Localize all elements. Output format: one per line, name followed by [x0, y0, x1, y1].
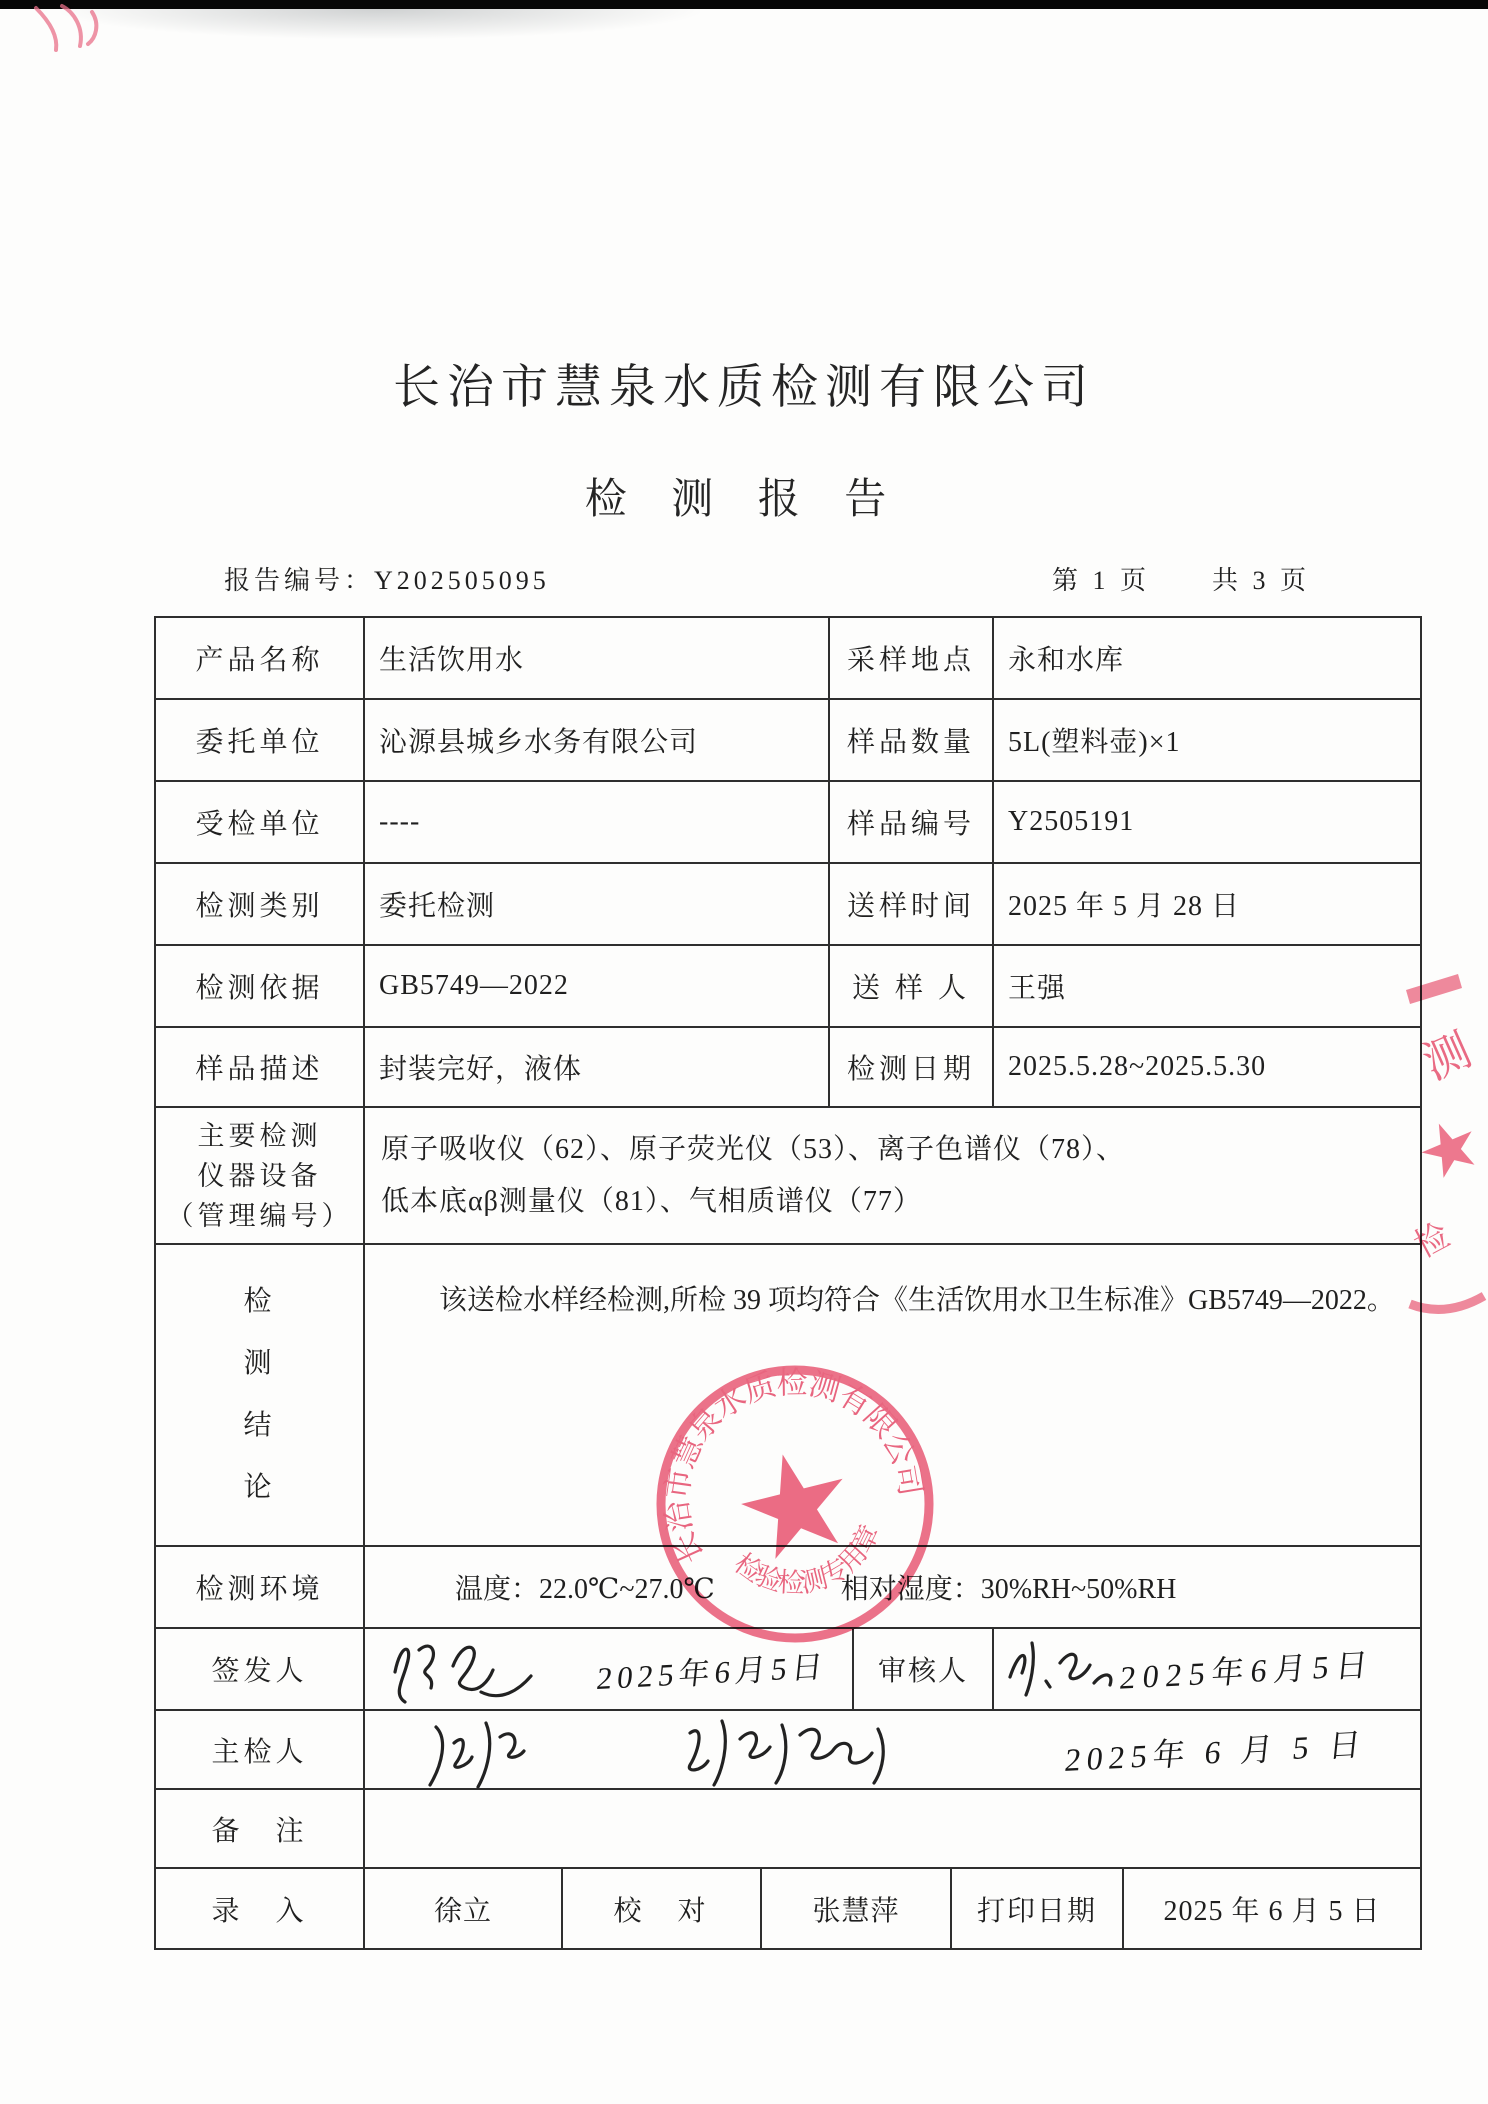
product-name-label: 产品名称 [156, 618, 365, 698]
conclusion-text: 该送检水样经检测,所检 39 项均符合《生活饮用水卫生标准》GB5749—2022。 [439, 1285, 1395, 1316]
star-icon [1419, 1121, 1475, 1180]
instruments-value: 原子吸收仪（62）、原子荧光仪（53）、离子色谱仪（78）、 低本底αβ测量仪（81）、气相质谱仪（77） [381, 1133, 1126, 1217]
table-row [156, 700, 1420, 782]
chief-signature-1 [420, 1709, 560, 1791]
test-basis-label: 检测依据 [156, 946, 365, 1026]
red-pen-marks [22, 2, 132, 62]
test-date-label: 检测日期 [830, 1028, 994, 1106]
report-number [224, 560, 550, 597]
stamp-fragment-char-bottom: 检 [1408, 1216, 1456, 1266]
print-date-label: 打印日期 [952, 1869, 1124, 1948]
sender-label: 送 样 人 [830, 946, 994, 1026]
humidity-range: 相对湿度：30%RH~50%RH [840, 1574, 1177, 1605]
table-row [156, 864, 1420, 946]
page-current: 第 1 页 [1051, 566, 1150, 595]
sender-value: 王强 [1008, 973, 1067, 1004]
seal-bottom-text: 检验检测专用章 [728, 1520, 886, 1599]
sample-no-label: 样品编号 [830, 782, 994, 862]
sample-no-value: Y2505191 [1008, 806, 1135, 837]
chief-sign-cell [365, 1711, 1420, 1788]
partial-stamp [1398, 958, 1488, 1323]
company-title: 长治市慧泉水质检测有限公司 [393, 362, 1095, 414]
chief-label: 主检人 [156, 1711, 365, 1788]
proof-value: 张慧萍 [762, 1869, 952, 1948]
entry-value: 徐立 [365, 1869, 563, 1948]
report-number-label: 报告编号： [224, 566, 375, 595]
chief-date: 2025年 6 月 5 日 [1063, 1725, 1369, 1778]
test-basis-value: GB5749—2022 [365, 946, 830, 1026]
client-label: 委托单位 [156, 700, 365, 780]
test-type-value: 委托检测 [365, 864, 830, 944]
issuer-signature [381, 1632, 549, 1706]
sample-qty-label: 样品数量 [830, 700, 994, 780]
star-icon [732, 1442, 858, 1564]
delivery-time-value: 2025 年 5 月 28 日 [1008, 891, 1241, 922]
table-row [156, 946, 1420, 1028]
remark-label: 备 注 [156, 1790, 365, 1867]
test-date-value: 2025.5.28~2025.5.30 [1008, 1051, 1267, 1082]
inspected-unit-value: ---- [365, 782, 830, 862]
reviewer-signature [1002, 1633, 1120, 1705]
proof-label: 校 对 [563, 1869, 762, 1948]
remark-value [365, 1790, 1420, 1867]
table-row-chief [156, 1711, 1420, 1790]
table-row [156, 782, 1420, 864]
report-number-value: Y202505095 [374, 566, 550, 595]
issuer-date: 2025年6月5日 [594, 1648, 830, 1696]
sample-desc-label: 样品描述 [156, 1028, 365, 1106]
seal-company-text: 长治市慧泉水质检测有限公司 [658, 1365, 929, 1570]
table-row [156, 618, 1420, 700]
conclusion-label: 检 测 结 论 [156, 1245, 365, 1545]
table-row-instruments [156, 1108, 1420, 1245]
table-row-remark [156, 1790, 1420, 1869]
inspected-unit-label: 受检单位 [156, 782, 365, 862]
sampling-site-label: 采样地点 [830, 618, 994, 698]
report-meta-line [224, 560, 1310, 597]
sampling-site-value: 永和水库 [1008, 645, 1125, 676]
instruments-label: 主要检测 仪器设备 （管理编号） [156, 1108, 365, 1243]
table-row-footer [156, 1869, 1420, 1948]
client-value: 沁源县城乡水务有限公司 [365, 700, 830, 780]
test-type-label: 检测类别 [156, 864, 365, 944]
temperature-range: 温度：22.0℃~27.0℃ [455, 1574, 715, 1605]
scan-edge-bar [0, 0, 1488, 9]
stamp-fragment-char-top: 测 [1415, 1023, 1479, 1090]
page-indicator [1052, 560, 1310, 597]
stamp-fragment-bar [1406, 974, 1462, 1004]
company-seal-stamp [645, 1352, 945, 1652]
print-date-value: 2025 年 6 月 5 日 [1163, 1895, 1381, 1927]
reviewer-date: 2025年6月5日 [1118, 1646, 1377, 1696]
report-table [154, 616, 1422, 1950]
product-name-value: 生活饮用水 [365, 618, 830, 698]
entry-label: 录 入 [156, 1869, 365, 1948]
page-total: 共 3 页 [1211, 566, 1310, 595]
environment-label: 检测环境 [156, 1547, 365, 1627]
stamp-fragment-arc [1410, 1296, 1484, 1309]
table-row [156, 1028, 1420, 1108]
document-title: 检 测 报 告 [584, 477, 904, 523]
reviewer-label: 审核人 [854, 1629, 994, 1709]
sample-desc-value: 封装完好，液体 [365, 1028, 830, 1106]
reviewer-sign-cell [994, 1629, 1420, 1709]
delivery-time-label: 送样时间 [830, 864, 994, 944]
scan-shadow [60, 9, 700, 39]
chief-signature-2 [678, 1709, 903, 1791]
issuer-label: 签发人 [156, 1629, 365, 1709]
sample-qty-value: 5L(塑料壶)×1 [1008, 727, 1181, 758]
